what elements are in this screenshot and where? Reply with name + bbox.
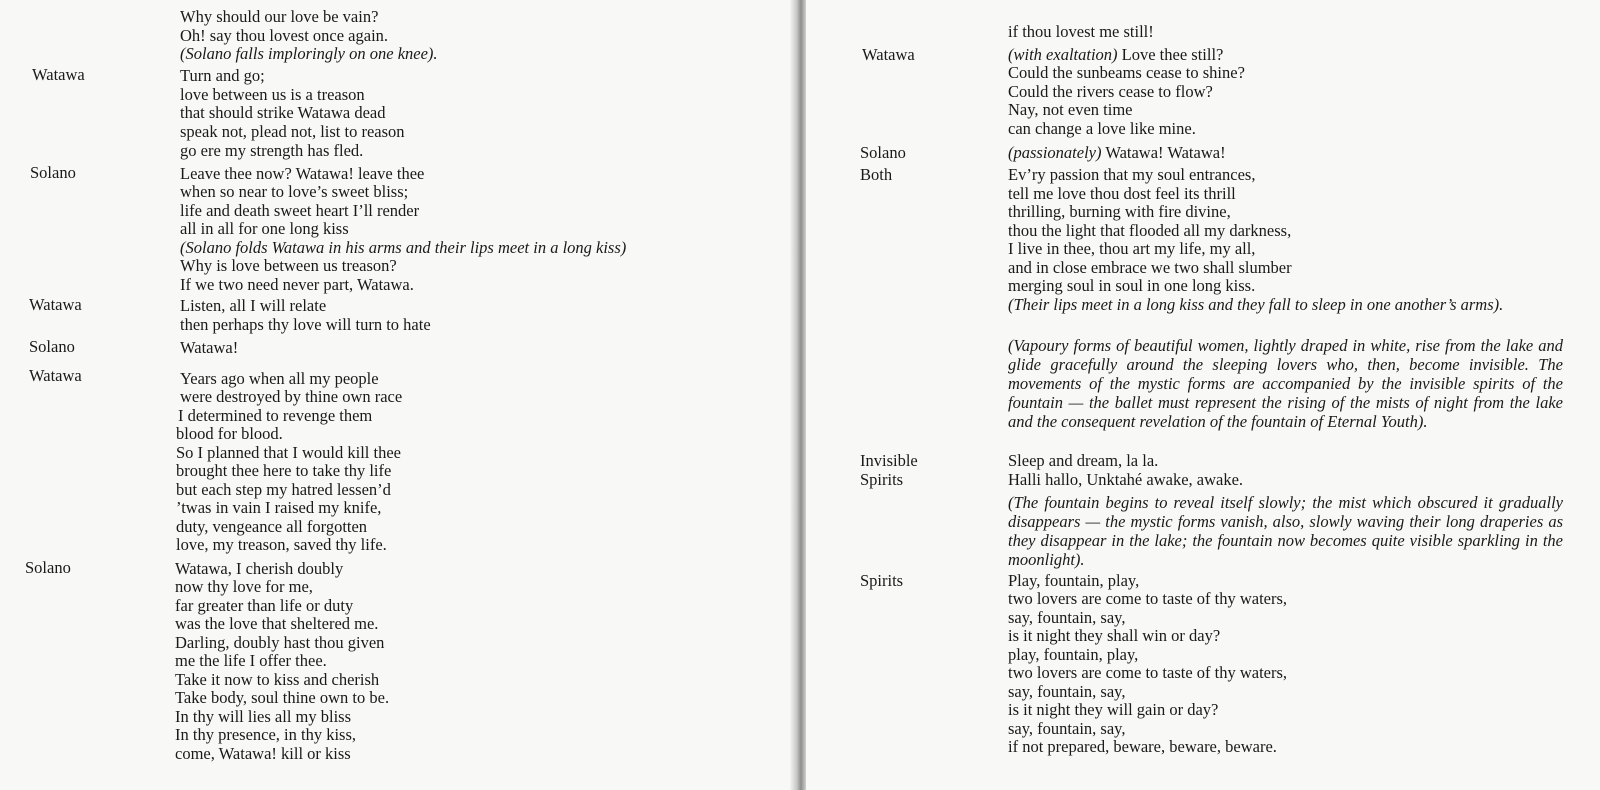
verse-line: life and death sweet heart I’ll render xyxy=(180,201,420,220)
verse-line xyxy=(1008,46,1223,64)
verse-line: Take body, soul thine own to be. xyxy=(175,688,390,707)
verse-line: duty, vengeance all forgotten xyxy=(176,517,368,536)
verse-line: Halli hallo, Unktahé awake, awake. xyxy=(1008,470,1244,489)
verse-line: now thy love for me, xyxy=(175,577,313,596)
verse-line: say, fountain, say, xyxy=(1008,719,1126,738)
verse-line: Sleep and dream, la la. xyxy=(1008,451,1159,470)
speaker-label: Spirits xyxy=(860,470,904,489)
verse-line: Watawa! xyxy=(180,338,239,357)
verse-line: two lovers are come to taste of thy waters, xyxy=(1008,589,1288,608)
speaker-label: Solano xyxy=(29,337,75,356)
verse-line: tell me love thou dost feel its thrill xyxy=(1008,184,1236,203)
verse-line: were destroyed by thine own race xyxy=(180,387,403,406)
speaker-label: Watawa xyxy=(29,366,82,385)
verse-line xyxy=(1008,144,1226,162)
stage-direction: (Their lips meet in a long kiss and they fall to sleep in one another’s arms). xyxy=(1008,295,1504,314)
verse-line: brought thee here to take thy life xyxy=(176,461,392,480)
verse-line: Turn and go; xyxy=(180,66,265,85)
verse-line: was the love that sheltered me. xyxy=(175,614,379,633)
verse-line: me the life I offer thee. xyxy=(175,651,327,670)
verse-line: say, fountain, say, xyxy=(1008,682,1126,701)
verse-line: I determined to revenge them xyxy=(178,406,373,425)
verse-line: Take it now to kiss and cherish xyxy=(175,670,380,689)
verse-line: Play, fountain, play, xyxy=(1008,571,1140,590)
verse-line: is it night they will gain or day? xyxy=(1008,700,1219,719)
verse-line: Leave thee now? Watawa! leave thee xyxy=(180,164,425,183)
verse-line: Watawa, I cherish doubly xyxy=(175,559,344,578)
verse-line: Years ago when all my people xyxy=(180,369,379,388)
verse-line: Darling, doubly hast thou given xyxy=(175,633,385,652)
verse-line: play, fountain, play, xyxy=(1008,645,1139,664)
verse-line: Could the sunbeams cease to shine? xyxy=(1008,63,1245,82)
verse-text: Watawa! Watawa! xyxy=(1105,143,1226,162)
verse-line: Nay, not even time xyxy=(1008,100,1133,119)
stage-direction-inline: (passionately) xyxy=(1008,143,1102,162)
verse-line: if not prepared, beware, beware, beware. xyxy=(1008,737,1277,756)
verse-line: ’twas in vain I raised my knife, xyxy=(176,498,382,517)
verse-line: two lovers are come to taste of thy waters, xyxy=(1008,663,1288,682)
speaker-label: Solano xyxy=(25,558,71,577)
stage-direction-inline: (with exaltation) xyxy=(1008,45,1118,64)
left-page xyxy=(0,0,796,790)
speaker-label: Solano xyxy=(860,143,906,162)
verse-line: I live in thee, thou art my life, my all, xyxy=(1008,239,1256,258)
verse-line: In thy will lies all my bliss xyxy=(175,707,351,726)
verse-line: but each step my hatred lessen’d xyxy=(176,480,391,499)
stage-direction: (Solano folds Watawa in his arms and their lips meet in a long kiss) xyxy=(180,238,627,257)
verse-line: Why should our love be vain? xyxy=(180,7,379,26)
verse-line: thrilling, burning with fire divine, xyxy=(1008,202,1231,221)
verse-line: go ere my strength has fled. xyxy=(180,141,364,160)
verse-line: Could the rivers cease to flow? xyxy=(1008,82,1213,101)
verse-line: In thy presence, in thy kiss, xyxy=(175,725,357,744)
verse-line: all in all for one long kiss xyxy=(180,219,349,238)
verse-line: then perhaps thy love will turn to hate xyxy=(180,315,431,334)
verse-line: So I planned that I would kill thee xyxy=(176,443,401,462)
verse-line: is it night they shall win or day? xyxy=(1008,626,1221,645)
speaker-label: Invisible xyxy=(860,451,918,470)
speaker-label: Watawa xyxy=(32,65,85,84)
verse-line: Listen, all I will relate xyxy=(180,296,327,315)
speaker-label: Both xyxy=(860,165,893,184)
verse-line: Ev’ry passion that my soul entrances, xyxy=(1008,165,1256,184)
speaker-label: Watawa xyxy=(29,295,82,314)
verse-line: love, my treason, saved thy life. xyxy=(176,535,387,554)
speaker-label: Spirits xyxy=(860,571,904,590)
verse-line: blood for blood. xyxy=(176,424,283,443)
verse-text: Love thee still? xyxy=(1121,45,1224,64)
verse-line: can change a love like mine. xyxy=(1008,119,1196,138)
verse-line: and in close embrace we two shall slumber xyxy=(1008,258,1292,277)
verse-line: when so near to love’s sweet bliss; xyxy=(180,182,409,201)
verse-line: if thou lovest me still! xyxy=(1008,22,1154,41)
verse-line: that should strike Watawa dead xyxy=(180,103,386,122)
verse-line: Why is love between us treason? xyxy=(180,256,397,275)
verse-line: thou the light that flooded all my darkness, xyxy=(1008,221,1292,240)
verse-line: Oh! say thou lovest once again. xyxy=(180,26,389,45)
verse-line: merging soul in soul in one long kiss. xyxy=(1008,276,1256,295)
speaker-label: Watawa xyxy=(862,45,915,64)
stage-direction: (Vapoury forms of beautiful women, lightly draped in white, rise from the lake and glide gracefully around the sleeping lovers who, then, become invisible. The movements of the mystic forms are accompanied by the invisible spirits of the fountain — the ballet must represent the rising of the mists of night from the lake and the consequent revelation of the fountain of Eternal Youth). xyxy=(1008,336,1563,431)
right-page xyxy=(806,0,1600,790)
verse-line: far greater than life or duty xyxy=(175,596,354,615)
stage-direction: (Solano falls imploringly on one knee). xyxy=(180,44,438,63)
verse-line: come, Watawa! kill or kiss xyxy=(175,744,351,763)
speaker-label: Solano xyxy=(30,163,76,182)
verse-line: love between us is a treason xyxy=(180,85,365,104)
verse-line: say, fountain, say, xyxy=(1008,608,1126,627)
verse-line: speak not, plead not, list to reason xyxy=(180,122,405,141)
stage-direction: (The fountain begins to reveal itself slowly; the mist which obscured it gradually disappears — the mystic forms vanish, also, slowly waving their long draperies as they disappear in the lake; the fountain now becomes quite visible sparkling in the moonlight). xyxy=(1008,493,1563,569)
verse-line: If we two need never part, Watawa. xyxy=(180,275,414,294)
